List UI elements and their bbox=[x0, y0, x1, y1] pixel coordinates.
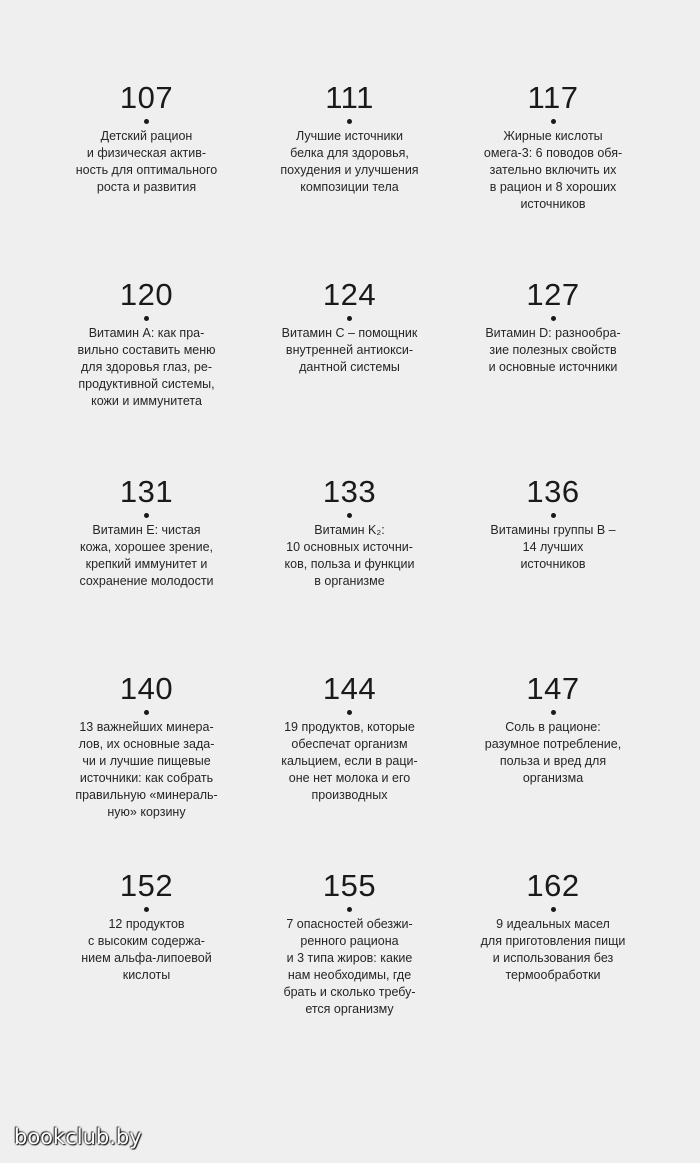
contents-entry bbox=[45, 80, 248, 277]
bullet-dot-icon bbox=[551, 316, 556, 321]
site-watermark: bookclub.by bbox=[14, 1125, 142, 1149]
bullet-dot-icon bbox=[144, 513, 149, 518]
page-number: 147 bbox=[526, 671, 580, 706]
entry-title: Витамин A: как пра- вильно составить меню для здоровья глаз, ре- продуктивной системы, кожи и иммунитета bbox=[77, 326, 216, 408]
entry-title: Витамин D: разнообра- зие полезных свойств и основные источники bbox=[485, 326, 621, 374]
entry-title: Витамин E: чистая кожа, хорошее зрение, крепкий иммунитет и сохранение молодости bbox=[79, 523, 214, 588]
entry-title: Витамин K₂: 10 основных источни- ков, польза и функции в организме bbox=[284, 523, 415, 588]
bullet-dot-icon bbox=[551, 907, 556, 912]
page-number: 107 bbox=[119, 80, 174, 115]
page-number: 136 bbox=[526, 474, 580, 509]
contents-entry bbox=[451, 474, 655, 671]
page-number: 144 bbox=[322, 671, 377, 706]
page-number: 131 bbox=[119, 474, 174, 509]
bullet-dot-icon bbox=[144, 907, 149, 912]
page-number: 133 bbox=[322, 474, 377, 509]
page-number: 162 bbox=[526, 868, 580, 903]
contents-entry bbox=[451, 868, 655, 1065]
entry-title: Лучшие источники белка для здоровья, похудения и улучшения композиции тела bbox=[280, 129, 419, 194]
contents-entry bbox=[248, 868, 451, 1065]
contents-entry bbox=[248, 80, 451, 277]
contents-entry bbox=[45, 277, 248, 474]
entry-title: Жирные кислоты омега-3: 6 поводов обя- зательно включить их в рацион и 8 хороших источников bbox=[483, 129, 623, 211]
bullet-dot-icon bbox=[551, 710, 556, 715]
contents-grid bbox=[45, 80, 655, 1065]
page-number: 120 bbox=[119, 277, 174, 312]
page-number: 152 bbox=[119, 868, 174, 903]
bullet-dot-icon bbox=[347, 710, 352, 715]
bullet-dot-icon bbox=[144, 119, 149, 124]
entry-title: 9 идеальных масел для приготовления пищи и использования без термообработки bbox=[480, 917, 626, 982]
contents-entry bbox=[45, 868, 248, 1065]
contents-entry bbox=[45, 671, 248, 868]
contents-entry bbox=[248, 671, 451, 868]
entry-title: 12 продуктов с высоким содержа- нием альфа-липоевой кислоты bbox=[81, 917, 212, 982]
page-number: 140 bbox=[119, 671, 174, 706]
contents-entry bbox=[248, 474, 451, 671]
page-number: 127 bbox=[526, 277, 580, 312]
page-number: 124 bbox=[322, 277, 377, 312]
entry-title: Витамины группы B – 14 лучших источников bbox=[490, 523, 616, 571]
entry-title: 19 продуктов, которые обеспечат организм кальцием, если в раци- оне нет молока и его производных bbox=[281, 720, 418, 802]
bullet-dot-icon bbox=[551, 119, 556, 124]
bullet-dot-icon bbox=[551, 513, 556, 518]
page-number: 111 bbox=[325, 80, 374, 115]
contents-entry bbox=[451, 80, 655, 277]
contents-entry bbox=[45, 474, 248, 671]
entry-title: Соль в рационе: разумное потребление, польза и вред для организма bbox=[484, 720, 622, 785]
bullet-dot-icon bbox=[347, 513, 352, 518]
bullet-dot-icon bbox=[347, 119, 352, 124]
entry-title: 7 опасностей обезжи- ренного рациона и 3 типа жиров: какие нам необходимы, где брать и сколько требу- ется организму bbox=[283, 917, 416, 1016]
entry-title: Витамин C – помощник внутренней антиокси- дантной системы bbox=[281, 326, 418, 374]
entry-title: 13 важнейших минера- лов, их основные зада- чи и лучшие пищевые источники: как собрать правильную «минераль- ную» корзину bbox=[75, 720, 218, 819]
contents-entry bbox=[451, 671, 655, 868]
entry-title: Детский рацион и физическая актив- ность для оптимального роста и развития bbox=[75, 129, 218, 194]
bullet-dot-icon bbox=[347, 316, 352, 321]
contents-entry bbox=[451, 277, 655, 474]
bullet-dot-icon bbox=[144, 316, 149, 321]
page-number: 117 bbox=[527, 80, 579, 115]
contents-entry bbox=[248, 277, 451, 474]
bullet-dot-icon bbox=[144, 710, 149, 715]
bullet-dot-icon bbox=[347, 907, 352, 912]
page-number: 155 bbox=[322, 868, 377, 903]
